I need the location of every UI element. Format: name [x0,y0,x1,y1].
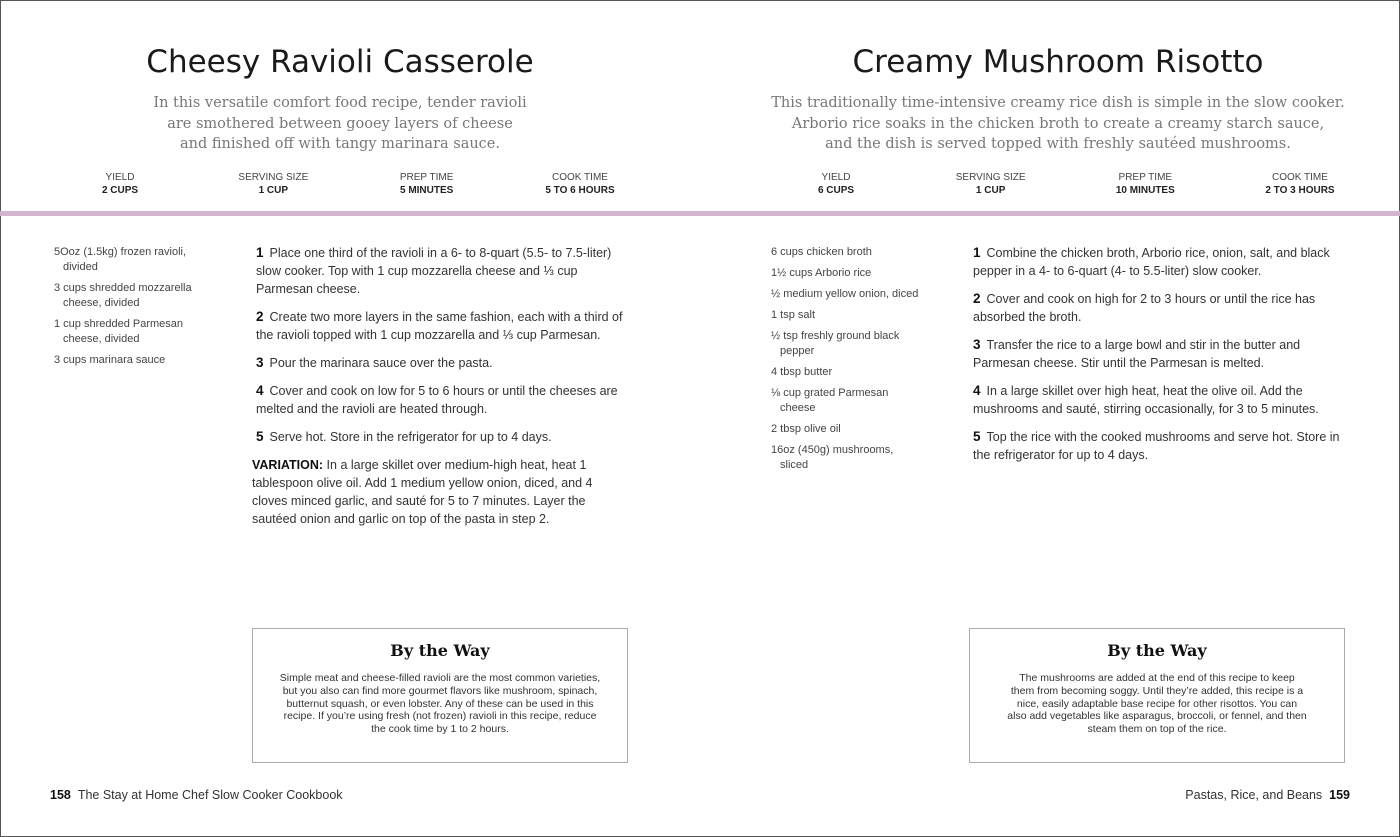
stat-value: 6 CUPS [817,185,855,196]
recipe-title-right: Creamy Mushroom Risotto [852,44,1264,80]
stat-label: PREP TIME [399,172,454,183]
intro-line: This traditionally time-intensive creamy rice dish is simple in the slow cooker. [771,95,1345,111]
step-text: Create two more layers in the same fashion, each with a third of the ravioli topped with 1 cup mozzarella and ⅓ cup Parmesan. [256,310,623,342]
footer-book-title: The Stay at Home Chef Slow Cooker Cookbook [77,788,343,802]
ingredient-item: 16oz (450g) mushrooms, sliced [771,444,894,471]
recipe-intro-right [758,93,1358,155]
stat-value: 10 MINUTES [1115,185,1175,196]
direction-step [973,244,1353,280]
intro-line: Arborio rice soaks in the chicken broth to create a creamy starch sauce, [791,115,1325,132]
stat-label: PREP TIME [1118,172,1173,183]
step-number: 3 [256,355,264,370]
intro-line: are smothered between gooey layers of cheese [167,115,513,132]
stat-value: 1 CUP [258,185,289,196]
step-text: Cover and cook on low for 5 to 6 hours or until the cheeses are melted and the ravioli are heated through. [256,384,618,416]
recipe-stats-left [70,171,630,197]
variation-text: In a large skillet over medium-high heat, heat 1 tablespoon olive oil. Add 1 medium yellow onion, diced, and 4 cloves minced garlic, and sauté for 5 to 7 minutes. Layer the sautéed onion and garlic on top of the pasta in step 2. [252,458,593,526]
stat-label: YIELD [821,172,851,183]
step-text: Serve hot. Store in the refrigerator for up to 4 days. [269,430,552,444]
direction-step [256,244,631,298]
step-text: Pour the marinara sauce over the pasta. [269,356,493,370]
step-number: 2 [256,309,264,324]
stat-value: 5 TO 6 HOURS [545,185,615,196]
step-text: Combine the chicken broth, Arborio rice, onion, salt, and black pepper in a 4- to 6-quart (4- to 5.5-liter) slow cooker. [973,246,1330,278]
ingredient-item: 5Ooz (1.5kg) frozen ravioli, divided [54,246,187,273]
recipe-stats-right [786,171,1350,197]
ingredient-item: 1 cup shredded Parmesan cheese, divided [54,318,184,345]
stat-prep-time [1095,171,1195,197]
by-the-way-text: Simple meat and cheese-filled ravioli are the most common varieties, but you also can find more gourmet flavors like mushroom, spinach, butternut squash, or even lobster. Any of these can be used in this recipe. If you’re using fresh (not frozen) ravioli in this recipe, reduce the cook time by 1 to 2 hours. [279,672,601,736]
page-number: 159 [1329,788,1350,802]
direction-step [256,308,631,344]
ingredient-item: 1 tsp salt [771,309,816,321]
ingredient-list-right [771,245,921,479]
step-number: 1 [973,245,981,260]
direction-step [973,336,1353,372]
footer-section-title: Pastas, Rice, and Beans [1185,788,1323,802]
intro-line: and the dish is served topped with freshly sautéed mushrooms. [825,136,1291,152]
by-the-way-box-left [252,628,628,763]
step-text: Cover and cook on high for 2 to 3 hours or until the rice has absorbed the broth. [973,292,1316,324]
direction-step [973,290,1353,326]
step-text: Place one third of the ravioli in a 6- to 8-quart (5.5- to 7.5-liter) slow cooker. Top with 1 cup mozzarella cheese and ⅓ cup Parmesan cheese. [256,246,612,296]
ingredient-list-left [54,245,214,374]
stat-serving-size [223,171,323,197]
by-the-way-heading: By the Way [1107,641,1207,660]
intro-line: and finished off with tangy marinara sauce. [180,136,500,152]
directions-right [973,244,1353,474]
ingredient-item: 1½ cups Arborio rice [771,267,872,279]
ingredient-item: ½ medium yellow onion, diced [771,288,919,300]
header-divider-band [0,211,1400,216]
stat-label: YIELD [105,172,135,183]
step-number: 4 [973,383,981,398]
step-number: 2 [973,291,981,306]
step-number: 5 [973,429,981,444]
stat-prep-time [377,171,477,197]
step-text: Top the rice with the cooked mushrooms and serve hot. Store in the refrigerator for up to 4 days. [973,430,1340,462]
stat-label: SERVING SIZE [238,172,309,183]
stat-value: 5 MINUTES [399,185,454,196]
footer-left [50,788,343,802]
step-text: Transfer the rice to a large bowl and stir in the butter and Parmesan cheese. Stir until the Parmesan is melted. [973,338,1301,370]
ingredient-item: 3 cups marinara sauce [54,354,166,366]
directions-left [252,244,631,528]
stat-label: COOK TIME [552,172,608,183]
direction-step [973,428,1353,464]
variation-label: VARIATION: [252,458,324,472]
recipe-title-left: Cheesy Ravioli Casserole [146,44,534,80]
step-number: 3 [973,337,981,352]
footer-right [1185,788,1350,802]
direction-step [256,428,631,446]
recipe-intro-left [140,93,540,155]
intro-line: In this versatile comfort food recipe, tender ravioli [153,95,527,111]
direction-step [973,382,1353,418]
stat-serving-size [941,171,1041,197]
stat-value: 2 CUPS [101,185,139,196]
stat-label: SERVING SIZE [955,172,1026,183]
ingredient-item: 4 tbsp butter [771,366,833,378]
stat-label: COOK TIME [1272,172,1328,183]
stat-value: 2 TO 3 HOURS [1265,185,1335,196]
step-text: In a large skillet over high heat, heat the olive oil. Add the mushrooms and sauté, stirring occasionally, for 3 to 5 minutes. [973,384,1319,416]
ingredient-item: ½ tsp freshly ground black pepper [771,330,900,357]
direction-step [256,382,631,418]
variation-note [252,456,631,528]
page-number: 158 [50,788,71,802]
ingredient-item: 3 cups shredded mozzarella cheese, divided [54,282,192,309]
stat-value: 1 CUP [975,185,1006,196]
by-the-way-box-right [969,628,1345,763]
stat-cook-time [1250,171,1350,197]
ingredient-item: 6 cups chicken broth [771,246,872,258]
ingredient-item: 2 tbsp olive oil [771,423,841,435]
stat-yield [70,171,170,197]
by-the-way-heading: By the Way [390,641,490,660]
by-the-way-text: The mushrooms are added at the end of this recipe to keep them from becoming soggy. Until they’re added, this recipe is a nice, easily adaptable base recipe for other risottos. You can also add vegetables like asparagus, broccoli, or fennel, and then steam them on top of the rice. [1007,672,1307,736]
step-number: 1 [256,245,264,260]
step-number: 4 [256,383,264,398]
stat-cook-time [530,171,630,197]
direction-step [256,354,631,372]
ingredient-item: ⅛ cup grated Parmesan cheese [771,387,889,414]
step-number: 5 [256,429,264,444]
stat-yield [786,171,886,197]
